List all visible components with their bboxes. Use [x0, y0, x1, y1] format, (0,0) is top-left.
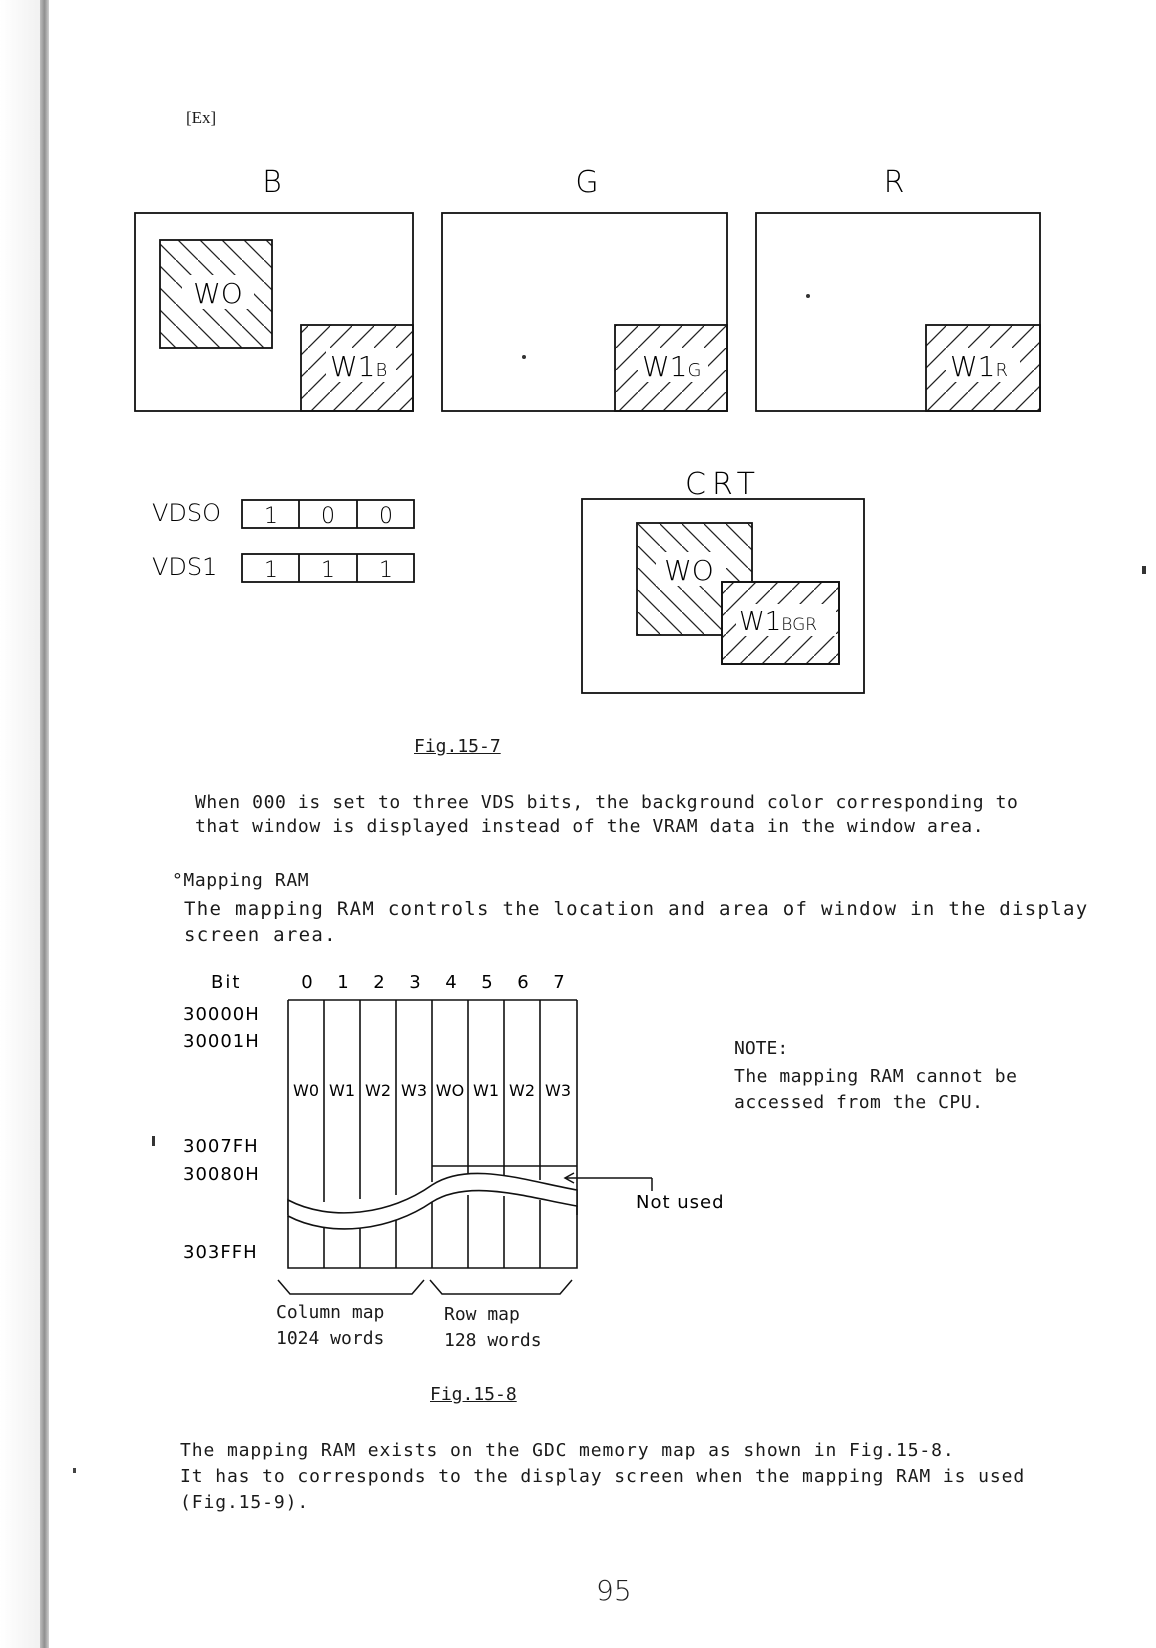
row-map-brace — [430, 1280, 572, 1294]
vds0-bit: 0 — [379, 504, 393, 529]
vds0-bit: 0 — [321, 504, 335, 529]
address-label: 30001H — [183, 1031, 260, 1052]
vds0-bit: 1 — [264, 504, 278, 529]
memory-map-lower — [288, 1195, 577, 1268]
figure-15-8-caption: Fig.15-8 — [430, 1384, 517, 1405]
figure-15-7 — [0, 150, 1156, 710]
bit-label: Bit — [211, 972, 242, 993]
paragraph-vds-line1: When 000 is set to three VDS bits, the background color corresponding to — [195, 792, 1019, 813]
not-used-pointer — [565, 1173, 652, 1191]
vds1-register — [242, 554, 414, 583]
speck — [152, 1136, 155, 1146]
vds1-bit: 1 — [379, 558, 393, 583]
paragraph-mapping-line1: The mapping RAM exists on the GDC memory map as shown in Fig.15-8. — [180, 1440, 955, 1461]
note-line2: accessed from the CPU. — [734, 1092, 984, 1113]
section-paragraph-line2: screen area. — [184, 924, 337, 946]
paragraph-mapping-line2: It has to corresponds to the display screen when the mapping RAM is used — [180, 1466, 1026, 1487]
plane-g-window-w1 — [615, 325, 727, 411]
note-title: NOTE: — [734, 1038, 789, 1059]
row-map-size: 128 words — [444, 1330, 542, 1351]
page-number: 95 — [596, 1574, 632, 1607]
paragraph-vds-line2: that window is displayed instead of the VRAM data in the window area. — [195, 816, 985, 837]
section-heading-mapping-ram: °Mapping RAM — [172, 870, 310, 891]
vds1-label: VDS1 — [152, 553, 218, 581]
column-map-label: Column map — [276, 1302, 385, 1323]
bit-number: 0 — [301, 972, 313, 993]
bit-number: 6 — [517, 972, 529, 993]
cell-label: W3 — [401, 1081, 427, 1100]
address-label: 30000H — [183, 1004, 260, 1025]
cell-label: W1 — [473, 1081, 499, 1100]
vds1-bit: 1 — [264, 558, 278, 583]
cell-label: W1 — [329, 1081, 355, 1100]
crt-w0-label: WO — [664, 554, 714, 587]
not-used-label: Not used — [636, 1192, 725, 1213]
plane-b-w0-label: WO — [193, 277, 243, 310]
address-label: 3007FH — [183, 1136, 259, 1157]
vds1-bit: 1 — [321, 558, 335, 583]
paragraph-mapping-line3: (Fig.15-9). — [180, 1492, 310, 1513]
plane-b-window-w0 — [160, 240, 272, 348]
cell-label: W3 — [545, 1081, 571, 1100]
section-paragraph-line1: The mapping RAM controls the location and area of window in the display — [184, 898, 1089, 920]
bit-number: 1 — [337, 972, 349, 993]
bit-number: 7 — [553, 972, 565, 993]
bit-number: 2 — [373, 972, 385, 993]
plane-b-window-w1 — [301, 325, 413, 411]
crt-window-w1 — [722, 582, 839, 664]
crt-label: CRT — [685, 467, 761, 502]
plane-g-w1-label: W1G — [642, 350, 702, 383]
note-line1: The mapping RAM cannot be — [734, 1066, 1018, 1087]
plane-b-w1-label: W1B — [330, 350, 388, 383]
speck — [522, 355, 526, 359]
address-label: 30080H — [183, 1164, 260, 1185]
plane-label-g: G — [575, 165, 599, 200]
plane-r-window-w1 — [926, 325, 1040, 411]
speck — [806, 294, 810, 298]
cell-label: W2 — [365, 1081, 391, 1100]
speck — [1142, 566, 1146, 574]
plane-label-r: R — [883, 165, 905, 200]
address-label: 303FFH — [183, 1242, 258, 1263]
plane-label-b: B — [262, 165, 282, 200]
speck — [73, 1468, 76, 1473]
cell-label: W2 — [509, 1081, 535, 1100]
crt-w1-label: W1BGR — [739, 607, 818, 637]
column-map-size: 1024 words — [276, 1328, 385, 1349]
row-map-label: Row map — [444, 1304, 520, 1325]
bit-number: 3 — [409, 972, 421, 993]
figure-15-7-caption: Fig.15-7 — [414, 736, 501, 757]
bit-number: 5 — [481, 972, 493, 993]
vds0-register — [242, 500, 414, 529]
bit-number: 4 — [445, 972, 457, 993]
column-map-brace — [278, 1280, 424, 1294]
cell-label: WO — [435, 1081, 465, 1100]
example-label: [Ex] — [186, 108, 217, 127]
plane-r-w1-label: W1R — [950, 350, 1009, 383]
cell-label: W0 — [293, 1081, 319, 1100]
vds0-label: VDSO — [152, 499, 222, 527]
figure-15-8 — [0, 970, 1156, 1350]
